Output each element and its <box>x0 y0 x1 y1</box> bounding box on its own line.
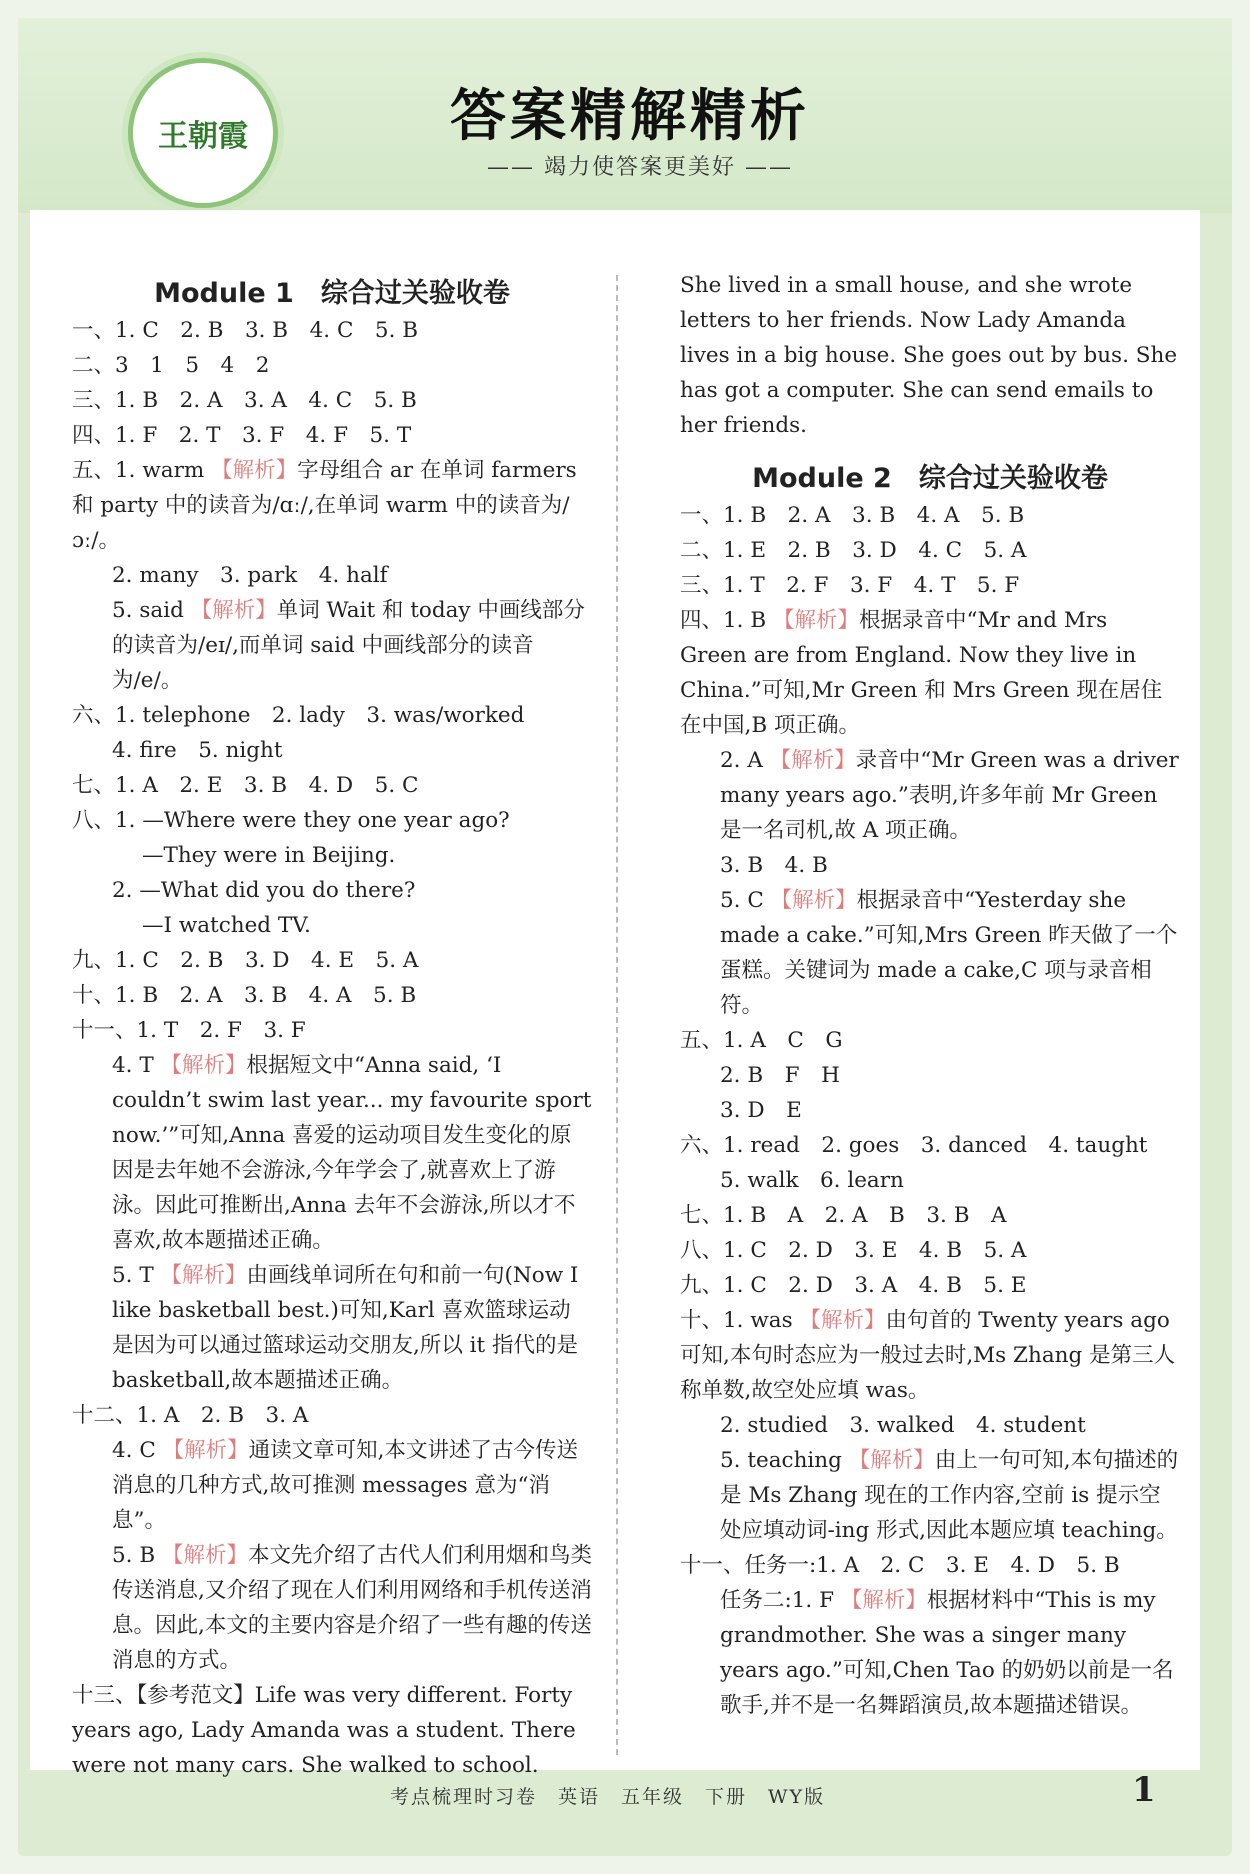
answer-line: 2. studied 3. walked 4. student <box>720 1413 1086 1438</box>
analysis-tag: 【解析】 <box>190 598 277 623</box>
answer-line: 九、1. C 2. D 3. A 4. B 5. E <box>680 1273 1027 1298</box>
answer-line: 4. C 【解析】通读文章可知,本文讲述了古今传送消息的几种方式,故可推测 messages 意为“消息”。 <box>112 1438 578 1533</box>
answer-line: 十三、【参考范文】Life was very different. Forty years ago, Lady Amanda was a student. There were not many cars. She walked to school. <box>72 1683 576 1778</box>
answer-line: 七、1. A 2. E 3. B 4. D 5. C <box>72 773 419 798</box>
answer-line: 十一、1. T 2. F 3. F <box>72 1018 306 1043</box>
answer-line: 四、1. B 【解析】根据录音中“Mr and Mrs Green are from England. Now they live in China.”可知,Mr Green 和 Mrs Green 现在居住在中国,B 项正确。 <box>680 608 1163 738</box>
footer-text: 考点梳理时习卷 英语 五年级 下册 WY版 <box>390 1786 826 1808</box>
module-2-title: Module 2 综合过关验收卷 <box>752 463 1108 494</box>
answer-line: 5. B 【解析】本文先介绍了古代人们利用烟和鸟类传送消息,又介绍了现在人们利用网络和手机传送消息。因此,本文的主要内容是介绍了一些有趣的传送消息的方式。 <box>112 1543 593 1673</box>
answer-line: —They were in Beijing. <box>142 843 396 868</box>
answer-line: 5. C 【解析】根据录音中“Yesterday she made a cake.”可知,Mrs Green 昨天做了一个蛋糕。关键词为 made a cake,C 项与录音相符。 <box>720 888 1178 1018</box>
analysis-tag: 【解析】 <box>848 1448 935 1473</box>
answer-line: 十二、1. A 2. B 3. A <box>72 1403 309 1428</box>
answer-line: 2. many 3. park 4. half <box>112 563 388 588</box>
answer-line: 八、1. C 2. D 3. E 4. B 5. A <box>680 1238 1027 1263</box>
answer-line: 六、1. telephone 2. lady 3. was/worked <box>72 703 525 728</box>
answer-line: 5. T 【解析】由画线单词所在句和前一句(Now I like basketball best.)可知,Karl 喜欢篮球运动是因为可以通过篮球运动交朋友,所以 it 指代的是 basketball,故本题描述正确。 <box>112 1263 579 1393</box>
answer-line: 八、1. —Where were they one year ago? <box>72 808 510 833</box>
analysis-tag: 【解析】 <box>160 1263 247 1288</box>
logo-text: 王朝霞 <box>158 119 248 154</box>
analysis-tag: 【解析】 <box>770 888 857 913</box>
answer-line: 4. fire 5. night <box>112 738 283 763</box>
answer-line: 七、1. B A 2. A B 3. B A <box>680 1203 1007 1228</box>
answer-line: 五、1. warm 【解析】字母组合 ar 在单词 farmers 和 party 中的读音为/ɑː/,在单词 warm 中的读音为/ɔː/。 <box>72 458 577 553</box>
answer-line: 5. teaching 【解析】由上一句可知,本句描述的是 Ms Zhang 现在的工作内容,空前 is 提示空处应填动词-ing 形式,因此本题应填 teaching。 <box>720 1448 1179 1543</box>
column-divider <box>616 275 618 1755</box>
answer-line: 五、1. A C G <box>680 1028 843 1053</box>
answer-line: 4. T 【解析】根据短文中“Anna said, ‘I couldn’t swim last year... my favourite sport now.’”可知,Anna 喜爱的运动项目发生变化的原因是去年她不会游泳,今年学会了,就喜欢上了游泳。因此可推断出,Anna 去年不会游泳,所以才不喜欢,故本题描述正确。 <box>112 1053 592 1253</box>
analysis-tag: 【解析】 <box>840 1588 927 1613</box>
left-column <box>72 268 592 1783</box>
answer-line: 5. said 【解析】单词 Wait 和 today 中画线部分的读音为/eɪ/,而单词 said 中画线部分的读音为/e/。 <box>112 598 585 693</box>
answer-line: —I watched TV. <box>142 913 311 938</box>
answer-line: 2. B F H <box>720 1063 840 1088</box>
answer-line: 六、1. read 2. goes 3. danced 4. taught <box>680 1133 1148 1158</box>
answer-line: 3. D E <box>720 1098 802 1123</box>
answer-line: 二、3 1 5 4 2 <box>72 353 270 378</box>
analysis-tag: 【解析】 <box>772 608 859 633</box>
page-title: 答案精解精析 <box>450 84 810 149</box>
answer-line: 一、1. B 2. A 3. B 4. A 5. B <box>680 503 1025 528</box>
page-number: 1 <box>1132 1770 1156 1810</box>
answer-line: 2. —What did you do there? <box>112 878 416 903</box>
page-subtitle: —— 竭力使答案更美好 —— <box>487 155 793 180</box>
answer-line: 5. walk 6. learn <box>720 1168 904 1193</box>
brand-logo <box>128 58 278 208</box>
answer-line: 十、1. was 【解析】由句首的 Twenty years ago 可知,本句时态应为一般过去时,Ms Zhang 是第三人称单数,故空处应填 was。 <box>680 1308 1176 1403</box>
answer-line: 九、1. C 2. B 3. D 4. E 5. A <box>72 948 419 973</box>
answer-line: 3. B 4. B <box>720 853 828 878</box>
answer-line: 一、1. C 2. B 3. B 4. C 5. B <box>72 318 419 343</box>
analysis-tag: 【解析】 <box>162 1438 249 1463</box>
answer-line: 三、1. T 2. F 3. F 4. T 5. F <box>680 573 1020 598</box>
analysis-tag: 【解析】 <box>161 1543 248 1568</box>
answer-line: 四、1. F 2. T 3. F 4. F 5. T <box>72 423 412 448</box>
analysis-tag: 【解析】 <box>160 1053 247 1078</box>
answer-line: 十一、任务一:1. A 2. C 3. E 4. D 5. B <box>680 1553 1120 1578</box>
essay-continuation: She lived in a small house, and she wrote letters to her friends. Now Lady Amanda lives in a big house. She goes out by bus. She has got a computer. She can send emails to her friends. <box>680 273 1178 438</box>
analysis-tag: 【解析】 <box>211 458 298 483</box>
answer-line: 十、1. B 2. A 3. B 4. A 5. B <box>72 983 417 1008</box>
answer-line: 2. A 【解析】录音中“Mr Green was a driver many years ago.”表明,许多年前 Mr Green 是一名司机,故 A 项正确。 <box>720 748 1179 843</box>
answer-line: 任务二:1. F 【解析】根据材料中“This is my grandmother. She was a singer many years ago.”可知,Chen Tao 的奶奶以前是一名歌手,并不是一名舞蹈演员,故本题描述错误。 <box>720 1588 1174 1718</box>
answer-line: 二、1. E 2. B 3. D 4. C 5. A <box>680 538 1027 563</box>
right-column <box>680 268 1180 1723</box>
analysis-tag: 【解析】 <box>799 1308 886 1333</box>
module-1-title: Module 1 综合过关验收卷 <box>154 278 510 309</box>
analysis-tag: 【解析】 <box>769 748 856 773</box>
answer-line: 三、1. B 2. A 3. A 4. C 5. B <box>72 388 417 413</box>
